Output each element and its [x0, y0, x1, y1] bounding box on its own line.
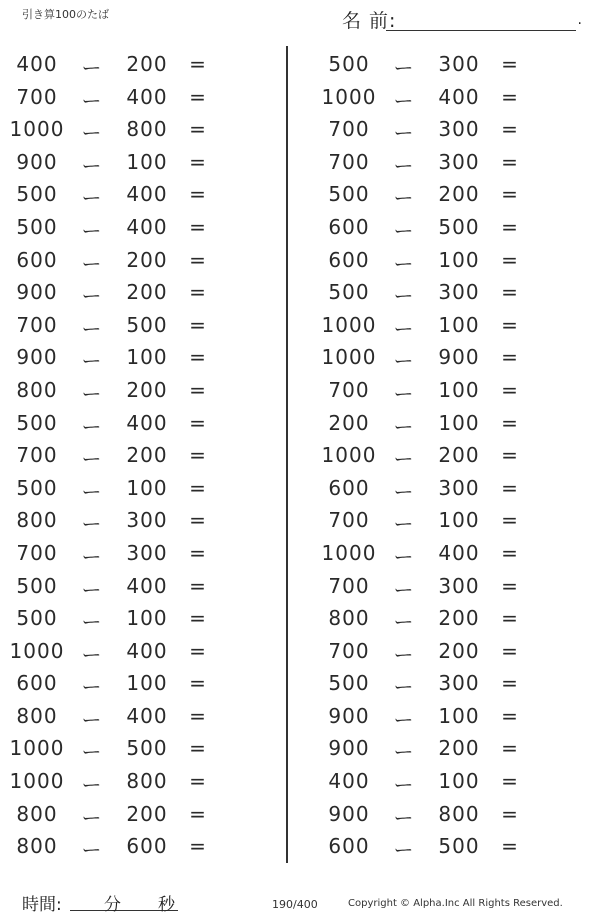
subtrahend: 100 [126, 606, 168, 631]
subtrahend: 100 [438, 410, 480, 435]
minus-sign: ー [393, 544, 415, 569]
subtrahend: 400 [438, 84, 480, 109]
equals-sign: = [189, 117, 207, 142]
problem-row [320, 798, 560, 831]
equals-sign: = [189, 443, 207, 468]
equals-sign: = [501, 52, 519, 76]
subtrahend: 300 [438, 52, 480, 76]
minus-sign: ー [393, 479, 415, 504]
problem-row [8, 81, 248, 114]
minuend: 900 [16, 280, 58, 305]
problem-row [320, 374, 560, 407]
subtrahend: 200 [438, 182, 480, 207]
minus-sign: ー [393, 316, 415, 341]
equals-sign: = [189, 52, 207, 76]
minus-sign: ー [81, 707, 103, 732]
minus-sign: ー [393, 838, 415, 863]
equals-sign: = [189, 475, 207, 500]
minuend: 1000 [9, 638, 65, 663]
minuend: 800 [16, 801, 58, 826]
problem-row [320, 309, 560, 342]
minuend: 700 [16, 84, 58, 109]
left-problem-column [8, 48, 248, 863]
minuend: 900 [16, 149, 58, 174]
equals-sign: = [189, 377, 207, 402]
minus-sign: ー [393, 577, 415, 602]
problem-row [8, 439, 248, 472]
equals-sign: = [189, 508, 207, 533]
minus-sign: ー [81, 88, 103, 113]
equals-sign: = [501, 475, 519, 500]
minuend: 600 [16, 247, 58, 272]
equals-sign: = [501, 247, 519, 272]
equals-sign: = [189, 247, 207, 272]
subtrahend: 200 [126, 247, 168, 272]
equals-sign: = [501, 573, 519, 598]
seconds-label: 秒 [158, 895, 175, 915]
minus-sign: ー [393, 512, 415, 537]
time-label: 時間: [22, 895, 62, 915]
equals-sign: = [189, 573, 207, 598]
problem-row [8, 178, 248, 211]
subtrahend: 200 [126, 443, 168, 468]
minus-sign: ー [81, 153, 103, 178]
problem-row [320, 570, 560, 603]
problem-row [8, 407, 248, 440]
equals-sign: = [189, 736, 207, 761]
problem-row [8, 472, 248, 505]
problem-row [320, 244, 560, 277]
minus-sign: ー [393, 773, 415, 798]
problem-row [8, 374, 248, 407]
problem-row [320, 81, 560, 114]
minuend: 600 [328, 247, 370, 272]
minuend: 1000 [9, 117, 65, 142]
equals-sign: = [189, 540, 207, 565]
problem-row [320, 178, 560, 211]
right-problem-column [320, 48, 560, 863]
problem-row [320, 504, 560, 537]
equals-sign: = [501, 834, 519, 859]
equals-sign: = [501, 377, 519, 402]
minus-sign: ー [393, 447, 415, 472]
minus-sign: ー [81, 381, 103, 406]
minus-sign: ー [393, 186, 415, 211]
minuend: 1000 [321, 540, 377, 565]
subtrahend: 400 [126, 638, 168, 663]
subtrahend: 500 [126, 312, 168, 337]
subtrahend: 200 [438, 736, 480, 761]
minuend: 800 [16, 703, 58, 728]
problem-row [320, 113, 560, 146]
problem-row [320, 341, 560, 374]
equals-sign: = [189, 149, 207, 174]
minuend: 400 [16, 52, 58, 76]
equals-sign: = [501, 345, 519, 370]
equals-sign: = [501, 540, 519, 565]
minus-sign: ー [81, 512, 103, 537]
problem-row [320, 700, 560, 733]
problem-row [320, 635, 560, 668]
minuend: 800 [328, 606, 370, 631]
subtrahend: 200 [126, 377, 168, 402]
minus-sign: ー [81, 349, 103, 374]
minuend: 700 [328, 573, 370, 598]
equals-sign: = [501, 801, 519, 826]
minus-sign: ー [393, 349, 415, 374]
subtrahend: 100 [438, 769, 480, 794]
name-underline [386, 30, 576, 31]
minus-sign: ー [81, 479, 103, 504]
minuend: 500 [328, 280, 370, 305]
page-number: 190/400 [272, 898, 318, 911]
problem-row [8, 635, 248, 668]
subtrahend: 100 [438, 312, 480, 337]
subtrahend: 800 [438, 801, 480, 826]
problem-row [8, 244, 248, 277]
problem-row [320, 439, 560, 472]
subtrahend: 500 [126, 736, 168, 761]
minus-sign: ー [81, 414, 103, 439]
minuend: 800 [16, 377, 58, 402]
minus-sign: ー [393, 740, 415, 765]
minuend: 700 [16, 443, 58, 468]
equals-sign: = [501, 736, 519, 761]
minuend: 700 [328, 117, 370, 142]
minuend: 500 [16, 182, 58, 207]
equals-sign: = [501, 638, 519, 663]
minuend: 500 [16, 475, 58, 500]
problem-row [8, 667, 248, 700]
equals-sign: = [189, 84, 207, 109]
subtrahend: 200 [438, 638, 480, 663]
equals-sign: = [501, 508, 519, 533]
minuend: 800 [16, 834, 58, 859]
minuend: 700 [16, 312, 58, 337]
problem-row [8, 798, 248, 831]
minuend: 900 [328, 801, 370, 826]
minus-sign: ー [81, 577, 103, 602]
minus-sign: ー [81, 186, 103, 211]
equals-sign: = [501, 443, 519, 468]
problem-row [8, 732, 248, 765]
equals-sign: = [501, 410, 519, 435]
minus-sign: ー [81, 316, 103, 341]
minuend: 700 [16, 540, 58, 565]
minus-sign: ー [393, 610, 415, 635]
minus-sign: ー [81, 773, 103, 798]
subtrahend: 100 [126, 671, 168, 696]
subtrahend: 500 [438, 214, 480, 239]
equals-sign: = [189, 671, 207, 696]
minus-sign: ー [393, 805, 415, 830]
minus-sign: ー [393, 56, 415, 80]
problem-row [320, 667, 560, 700]
minuend: 900 [16, 345, 58, 370]
equals-sign: = [189, 606, 207, 631]
worksheet-title: 引き算100のたば [22, 8, 109, 21]
minus-sign: ー [393, 642, 415, 667]
equals-sign: = [501, 606, 519, 631]
subtrahend: 200 [438, 443, 480, 468]
minuend: 1000 [321, 84, 377, 109]
equals-sign: = [189, 280, 207, 305]
subtrahend: 400 [126, 410, 168, 435]
problem-row [320, 407, 560, 440]
minus-sign: ー [393, 284, 415, 309]
minuend: 800 [16, 508, 58, 533]
minus-sign: ー [81, 284, 103, 309]
subtrahend: 900 [438, 345, 480, 370]
minuend: 200 [328, 410, 370, 435]
subtrahend: 200 [126, 801, 168, 826]
minuend: 500 [16, 606, 58, 631]
minuend: 600 [328, 834, 370, 859]
equals-sign: = [189, 312, 207, 337]
subtrahend: 400 [126, 573, 168, 598]
problem-row [320, 537, 560, 570]
minus-sign: ー [81, 838, 103, 863]
minuend: 500 [328, 671, 370, 696]
problem-row [8, 48, 248, 81]
minus-sign: ー [81, 740, 103, 765]
equals-sign: = [189, 638, 207, 663]
problem-row [320, 211, 560, 244]
subtrahend: 100 [126, 149, 168, 174]
minuend: 500 [328, 182, 370, 207]
problem-row [8, 211, 248, 244]
minus-sign: ー [81, 121, 103, 146]
minus-sign: ー [81, 251, 103, 276]
minus-sign: ー [393, 675, 415, 700]
subtrahend: 300 [126, 508, 168, 533]
minuend: 600 [328, 475, 370, 500]
subtrahend: 200 [126, 280, 168, 305]
problem-row [8, 113, 248, 146]
minus-sign: ー [81, 56, 103, 80]
problem-row [8, 341, 248, 374]
equals-sign: = [189, 214, 207, 239]
subtrahend: 100 [126, 345, 168, 370]
minus-sign: ー [393, 414, 415, 439]
minuend: 700 [328, 149, 370, 174]
subtrahend: 300 [438, 149, 480, 174]
minuend: 700 [328, 377, 370, 402]
equals-sign: = [501, 182, 519, 207]
problem-row [320, 276, 560, 309]
subtrahend: 600 [126, 834, 168, 859]
minuend: 1000 [9, 769, 65, 794]
subtrahend: 200 [438, 606, 480, 631]
minus-sign: ー [393, 153, 415, 178]
name-field [342, 6, 582, 32]
problem-row [320, 602, 560, 635]
minuend: 1000 [9, 736, 65, 761]
minus-sign: ー [393, 218, 415, 243]
minus-sign: ー [393, 121, 415, 146]
minuend: 500 [16, 573, 58, 598]
subtrahend: 100 [438, 703, 480, 728]
problem-row [320, 732, 560, 765]
equals-sign: = [189, 801, 207, 826]
minuend: 700 [328, 508, 370, 533]
equals-sign: = [189, 345, 207, 370]
problem-row [8, 830, 248, 863]
subtrahend: 100 [438, 247, 480, 272]
subtrahend: 400 [126, 703, 168, 728]
subtrahend: 300 [438, 280, 480, 305]
subtrahend: 300 [438, 475, 480, 500]
subtrahend: 400 [126, 84, 168, 109]
problem-row [8, 537, 248, 570]
equals-sign: = [189, 182, 207, 207]
equals-sign: = [501, 671, 519, 696]
minuend: 900 [328, 736, 370, 761]
problem-row [8, 570, 248, 603]
problem-row [8, 276, 248, 309]
subtrahend: 300 [438, 671, 480, 696]
minuend: 900 [328, 703, 370, 728]
equals-sign: = [501, 769, 519, 794]
minus-sign: ー [81, 544, 103, 569]
minuend: 1000 [321, 345, 377, 370]
minuend: 1000 [321, 443, 377, 468]
equals-sign: = [501, 117, 519, 142]
problem-row [8, 309, 248, 342]
minus-sign: ー [393, 88, 415, 113]
minuend: 700 [328, 638, 370, 663]
subtrahend: 300 [126, 540, 168, 565]
name-label: 名 前: [342, 10, 397, 32]
minutes-label: 分 [104, 895, 121, 915]
subtrahend: 400 [438, 540, 480, 565]
subtrahend: 500 [438, 834, 480, 859]
subtrahend: 800 [126, 117, 168, 142]
minuend: 600 [328, 214, 370, 239]
problem-row [320, 48, 560, 81]
equals-sign: = [501, 214, 519, 239]
equals-sign: = [501, 312, 519, 337]
problem-row [320, 830, 560, 863]
minuend: 600 [16, 671, 58, 696]
subtrahend: 200 [126, 52, 168, 76]
minus-sign: ー [393, 707, 415, 732]
subtrahend: 300 [438, 573, 480, 598]
equals-sign: = [501, 703, 519, 728]
minus-sign: ー [393, 251, 415, 276]
problem-row [8, 602, 248, 635]
problem-row [8, 765, 248, 798]
copyright-notice: Copyright © Alpha.Inc All Rights Reserved. [348, 898, 563, 909]
equals-sign: = [501, 280, 519, 305]
column-divider [286, 46, 288, 863]
subtrahend: 800 [126, 769, 168, 794]
problem-row [8, 700, 248, 733]
minuend: 500 [328, 52, 370, 76]
equals-sign: = [501, 84, 519, 109]
subtrahend: 400 [126, 182, 168, 207]
time-record [22, 890, 182, 914]
subtrahend: 100 [438, 377, 480, 402]
problem-row [8, 146, 248, 179]
subtrahend: 100 [126, 475, 168, 500]
problem-row [8, 504, 248, 537]
equals-sign: = [189, 703, 207, 728]
problem-row [320, 765, 560, 798]
problem-row [320, 146, 560, 179]
subtrahend: 300 [438, 117, 480, 142]
equals-sign: = [189, 834, 207, 859]
subtrahend: 100 [438, 508, 480, 533]
problem-row [320, 472, 560, 505]
minuend: 500 [16, 410, 58, 435]
minuend: 400 [328, 769, 370, 794]
minus-sign: ー [81, 805, 103, 830]
minus-sign: ー [81, 447, 103, 472]
subtrahend: 400 [126, 214, 168, 239]
minus-sign: ー [81, 642, 103, 667]
minus-sign: ー [393, 381, 415, 406]
equals-sign: = [189, 410, 207, 435]
equals-sign: = [189, 769, 207, 794]
minus-sign: ー [81, 610, 103, 635]
name-end-dot: . [577, 12, 582, 28]
minuend: 500 [16, 214, 58, 239]
minus-sign: ー [81, 218, 103, 243]
minuend: 1000 [321, 312, 377, 337]
minus-sign: ー [81, 675, 103, 700]
equals-sign: = [501, 149, 519, 174]
